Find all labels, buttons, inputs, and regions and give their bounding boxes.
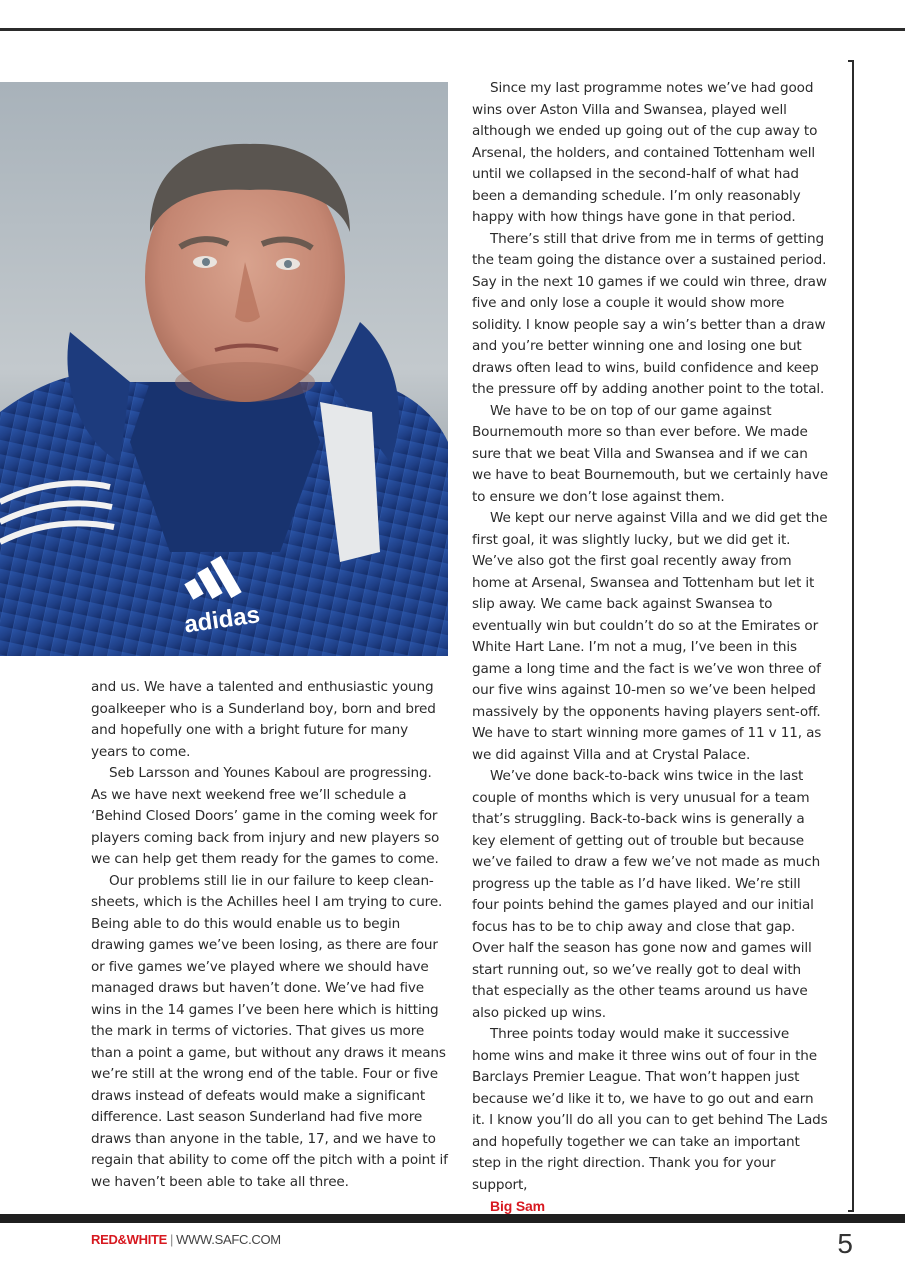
- article-paragraph: There’s still that drive from me in terms of getting the team going the distance over a sustained period. Say in the next 10 games if we could win three, draw five and only lose a couple it would show more solidity. I know people say a win’s better than a draw and you’re better winning one and losing one but draws often lead to wins, build confidence and keep the pressure off by adding another point to the total.: [472, 230, 827, 397]
- article-paragraph: Our problems still lie in our failure to keep clean-sheets, which is the Achilles heel I am trying to cure. Being able to do this would enable us to begin drawing games we’ve been losing, as there are four or five games we’ve played where we should have managed draws but haven’t done. We’ve had five wins in the 14 games I’ve been here which is hitting the mark in terms of victories. That gives us more than a point a game, but without any draws it means we’re still at the wrong end of the table. Four or five draws instead of defeats would make a significant difference. Last season Sunderland had five more draws than anyone in the table, 17, and we have to regain that ability to come off the pitch with a point if we haven’t been able to take all three.: [91, 872, 448, 1190]
- header-rule: [0, 28, 905, 31]
- side-bracket-rule: [848, 60, 854, 1212]
- manager-photo-illustration: [0, 82, 448, 656]
- article-paragraph: Three points today would make it successive home wins and make it three wins out of four in the Barclays Premier League. That won’t happen just because we’d like it to, we have to go out and earn it. I know you’ll do all you can to get behind The Lads and hopefully together we can take an important step in the right direction. Thank you for your support,: [472, 1026, 828, 1193]
- manager-photo: [0, 82, 448, 656]
- article-paragraph: We’ve done back-to-back wins twice in the last couple of months which is very unusual for a team that’s struggling. Back-to-back wins is generally a key element of getting out of trouble but because we’ve failed to draw a few we’ve not made as much progress up the table as I’d have liked. We’re still four points behind the games played and our initial focus has to be to chip away and close that gap. Over half the season has gone now and games will start running out, so we’ve really got to deal with that especially as the other teams around us have also picked up wins.: [472, 768, 821, 1021]
- article-paragraph: Since my last programme notes we’ve had good wins over Aston Villa and Swansea, played well although we ended up going out of the cup away to Arsenal, the holders, and contained Tottenham well until we collapsed in the second-half of what had been a demanding schedule. I’m only reasonably happy with how things have gone in that period.: [472, 80, 818, 225]
- article-paragraph: and us. We have a talented and enthusiastic young goalkeeper who is a Sunderland boy, born and bred and hopefully one with a bright future for many years to come.: [91, 679, 436, 760]
- signature: Big Sam: [490, 1198, 545, 1214]
- article-left-column: [91, 677, 448, 1193]
- footer-website: WWW.SAFC.COM: [176, 1232, 281, 1247]
- article-right-column: [472, 78, 830, 1218]
- page-number: 5: [837, 1228, 853, 1259]
- article-paragraph: We kept our nerve against Villa and we did get the first goal, it was slightly lucky, but we did get it. We’ve also got the first goal recently away from home at Arsenal, Swansea and Tottenham but let it slip away. We came back against Swansea to eventually win but couldn’t do so at the Emirates or White Hart Lane. I’m not a mug, I’ve been in this game a long time and the fact is we’ve won three of our five wins against 10-men so we’ve been helped massively by the opponents having players sent-off. We have to start winning more games of 11 v 11, as we did against Villa and at Crystal Palace.: [472, 510, 828, 763]
- article-paragraph: We have to be on top of our game against Bournemouth more so than ever before. We made sure that we beat Villa and Swansea and if we can we have to beat Bournemouth, but we certainly have to ensure we don’t lose against them.: [472, 402, 828, 505]
- footer-brand: [91, 1232, 281, 1247]
- footer-separator: |: [170, 1232, 174, 1247]
- footer-rule: [0, 1214, 905, 1223]
- magazine-brand: RED&WHITE: [91, 1232, 168, 1247]
- jacket-brand-text: adidas: [182, 601, 262, 639]
- article-paragraph: Seb Larsson and Younes Kaboul are progressing. As we have next weekend free we’ll schedule a ‘Behind Closed Doors’ game in the coming week for players coming back from injury and new players so we can help get them ready for the games to come.: [91, 765, 440, 867]
